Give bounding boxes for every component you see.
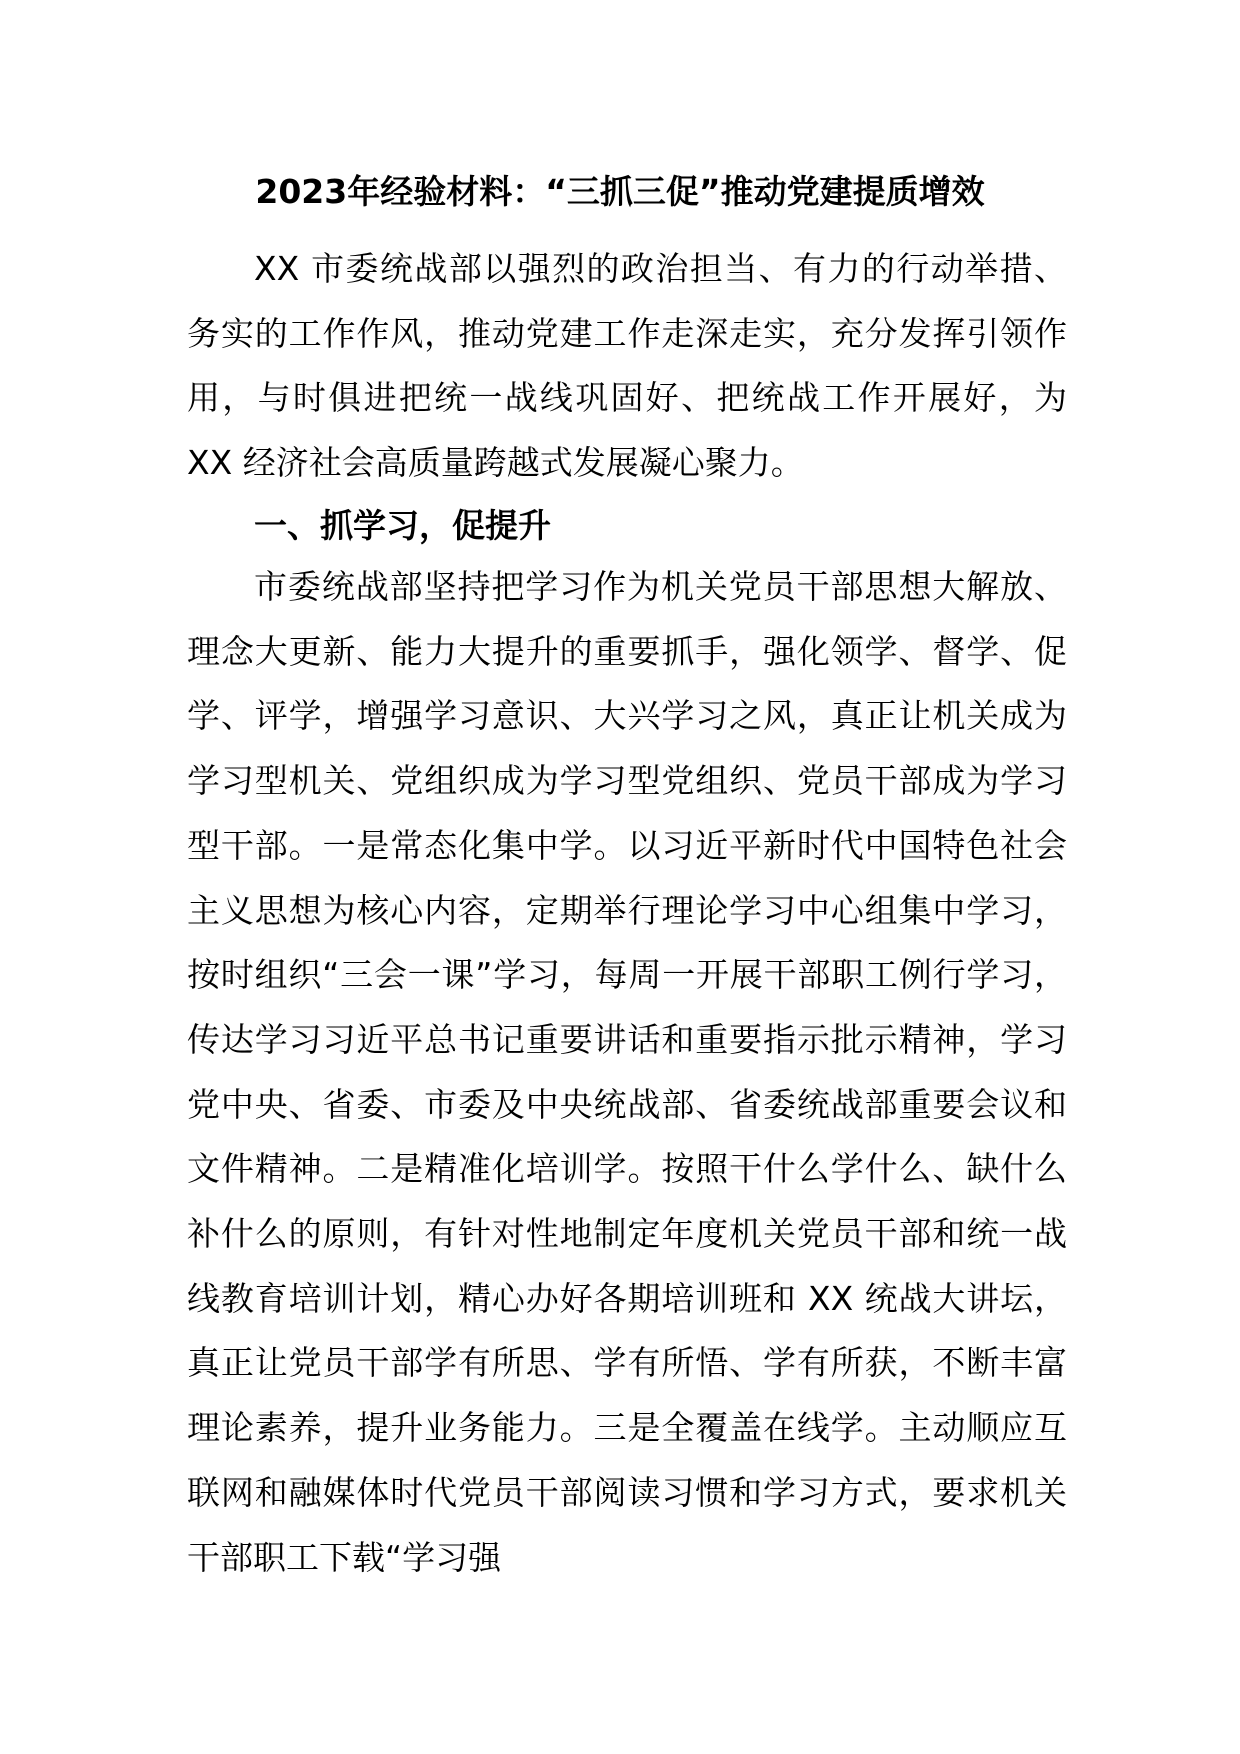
document-title: 2023年经验材料：“三抓三促”推动党建提质增效 bbox=[255, 172, 985, 211]
section-paragraph: 市委统战部坚持把学习作为机关党员干部思想大解放、理念大更新、能力大提升的重要抓手，强化领学、督学、促学、评学，增强学习意识、大兴学习之风，真正让机关成为学习型机关、党组织成为学习型党组织、党员干部成为学习型干部。一是常态化集中学。以习近平新时代中国特色社会主义思想为核心内容，定期举行理论学习中心组集中学习，按时组织“三会一课”学习，每周一开展干部职工例行学习，传达学习习近平总书记重要讲话和重要指示批示精神，学习党中央、省委、市委及中央统战部、省委统战部重要会议和文件精神。二是精准化培训学。按照干什么学什么、缺什么补什么的原则，有针对性地制定年度机关党员干部和统一战线教育培训计划，精心办好各期培训班和 XX 统战大讲坛，真正让党员干部学有所思、学有所悟、学有所获，不断丰富理论素养，提升业务能力。三是全覆盖在线学。主动顺应互联网和融媒体时代党员干部阅读习惯和学习方式，要求机关干部职工下载“学习强 bbox=[187, 567, 1067, 1577]
section-heading: 一、抓学习，促提升 bbox=[254, 506, 551, 545]
intro-paragraph: XX 市委统战部以强烈的政治担当、有力的行动举措、务实的工作作风，推动党建工作走深走实，充分发挥引领作用，与时俱进把统一战线巩固好、把统战工作开展好，为 XX 经济社会高质量跨越式发展凝心聚力。 bbox=[187, 249, 1067, 483]
